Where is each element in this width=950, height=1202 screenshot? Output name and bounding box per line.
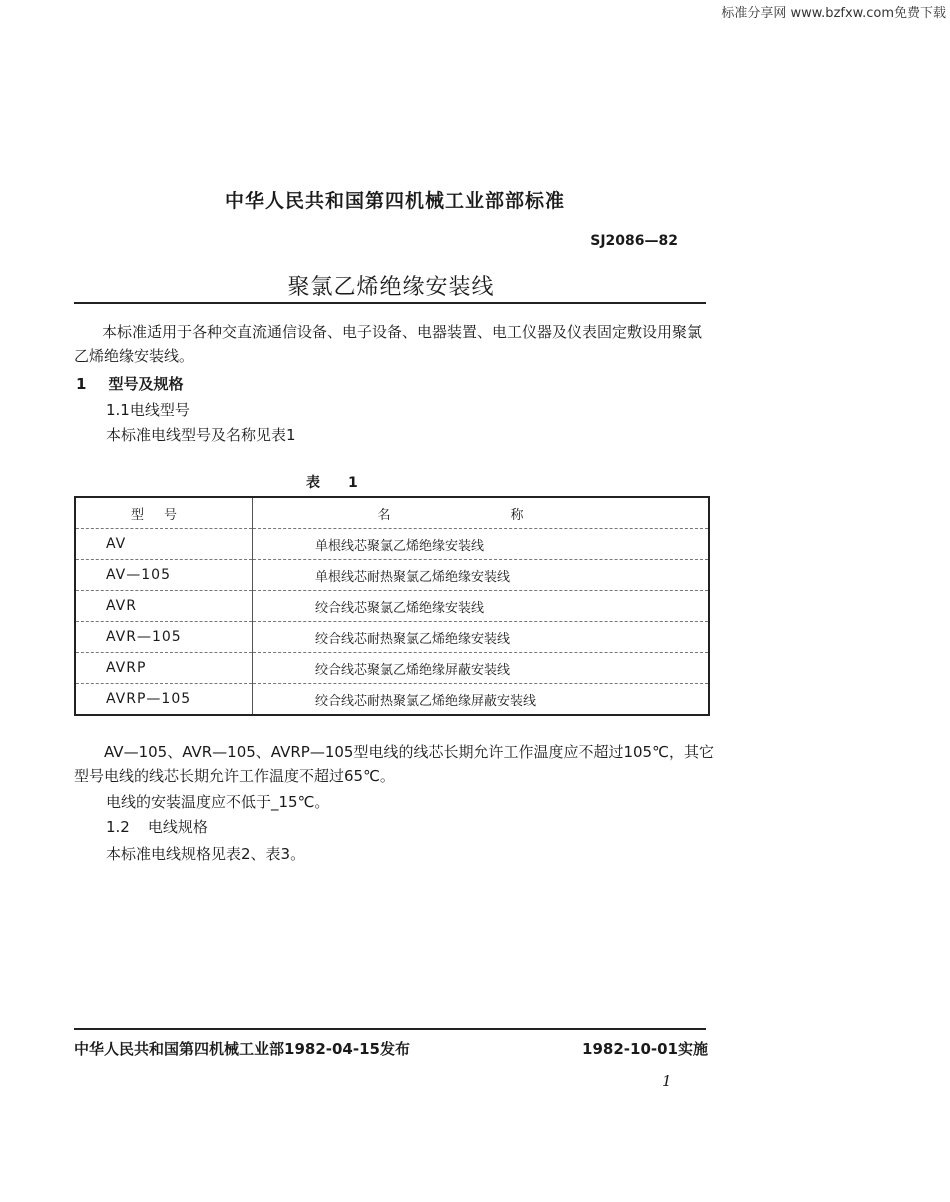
cell-name: 绞合线芯聚氯乙烯绝缘安装线 bbox=[253, 591, 710, 622]
subsection-1-2-title: 电线规格 bbox=[147, 818, 208, 836]
column-header-name: 名称 bbox=[253, 497, 710, 529]
column-header-model: 型号 bbox=[75, 497, 253, 529]
subsection-1-2-heading bbox=[106, 815, 208, 839]
table-row bbox=[75, 591, 709, 622]
standard-code: SJ2086—82 bbox=[590, 233, 678, 249]
subsection-1-1-heading: 1.1电线型号 bbox=[106, 401, 190, 419]
section-1-heading bbox=[76, 372, 183, 396]
cell-model: AV bbox=[75, 529, 253, 560]
title-divider bbox=[74, 302, 706, 304]
table-header-row bbox=[75, 497, 709, 529]
cell-model: AV—105 bbox=[75, 560, 253, 591]
cell-model: AVRP—105 bbox=[75, 684, 253, 716]
temperature-paragraph: AV—105、AVR—105、AVRP—105型电线的线芯长期允许工作温度应不超过105℃，其它型号电线的线芯长期允许工作温度不超过65℃。 bbox=[74, 743, 714, 785]
document-title: 聚氯乙烯绝缘安装线 bbox=[287, 275, 495, 300]
cell-name: 单根线芯聚氯乙烯绝缘安装线 bbox=[253, 529, 710, 560]
table-1-reference: 本标准电线型号及名称见表1 bbox=[106, 426, 296, 444]
scope-paragraph: 本标准适用于各种交直流通信设备、电子设备、电器装置、电工仪器及仪表固定敷设用聚氯乙烯绝缘安装线。 bbox=[74, 323, 703, 365]
cell-name: 绞合线芯聚氯乙烯绝缘屏蔽安装线 bbox=[253, 653, 710, 684]
installation-temperature-text: 电线的安装温度应不低于_15℃。 bbox=[106, 793, 330, 811]
table-row bbox=[75, 684, 709, 716]
footer-divider bbox=[74, 1028, 706, 1030]
effective-date-line: 1982-10-01实施 bbox=[582, 1040, 708, 1058]
table-caption-number: 1 bbox=[348, 475, 358, 491]
cell-name: 绞合线芯耐热聚氯乙烯绝缘安装线 bbox=[253, 622, 710, 653]
issue-date-line: 中华人民共和国第四机械工业部1982-04-15发布 bbox=[74, 1040, 410, 1058]
table-row bbox=[75, 560, 709, 591]
subsection-1-2-number: 1.2 bbox=[106, 818, 130, 836]
cell-model: AVR—105 bbox=[75, 622, 253, 653]
table-row bbox=[75, 529, 709, 560]
issuing-body-title: 中华人民共和国第四机械工业部部标准 bbox=[224, 190, 565, 212]
table-row bbox=[75, 622, 709, 653]
table-2-3-reference: 本标准电线规格见表2、表3。 bbox=[106, 845, 306, 863]
page-number: 1 bbox=[662, 1072, 672, 1090]
table-1-caption bbox=[306, 472, 358, 492]
cell-name: 绞合线芯耐热聚氯乙烯绝缘屏蔽安装线 bbox=[315, 693, 537, 709]
section-1-title: 型号及规格 bbox=[108, 375, 184, 393]
section-1-number: 1 bbox=[76, 375, 87, 393]
cell-model: AVRP bbox=[75, 653, 253, 684]
watermark-text: 标准分享网 www.bzfxw.com免费下载 bbox=[721, 6, 946, 21]
table-row bbox=[75, 653, 709, 684]
cell-name: 单根线芯耐热聚氯乙烯绝缘安装线 bbox=[253, 560, 710, 591]
cell-model: AVR bbox=[75, 591, 253, 622]
model-name-table bbox=[74, 496, 710, 716]
table-caption-label: 表 bbox=[306, 475, 320, 491]
